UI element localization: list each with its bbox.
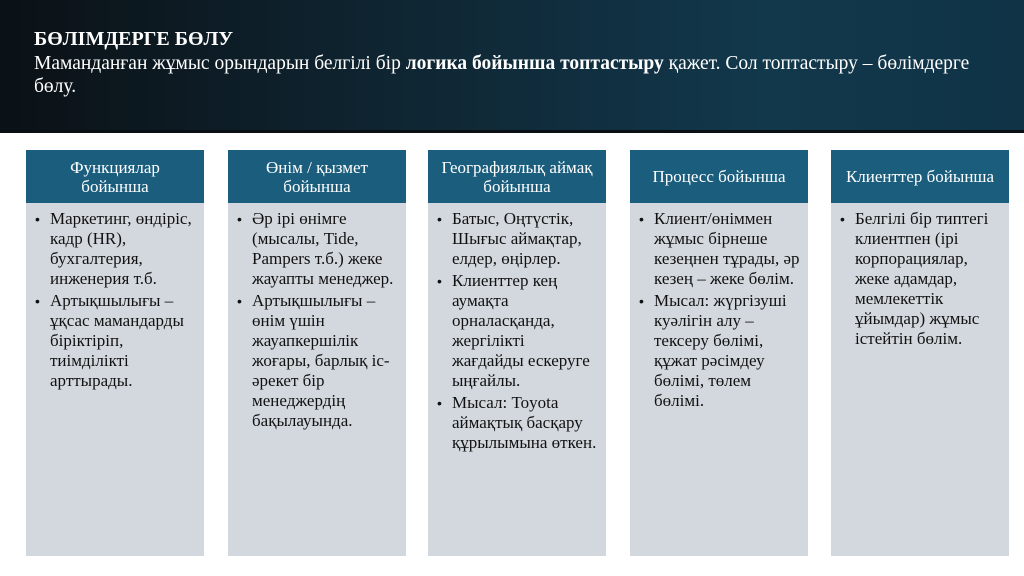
column-heading: Өнім / қызмет бойынша bbox=[228, 150, 406, 203]
category-column bbox=[228, 150, 406, 556]
banner-divider bbox=[0, 130, 1024, 133]
bullet-item: • Белгілі бір типтегі клиентпен (ірі корпорациялар, жеке адамдар, мемлекеттік ұйымдар) жұмыс істейтін бөлім. bbox=[855, 209, 1003, 349]
bullet-item: • Батыс, Оңтүстік, Шығыс аймақтар, елдер, өңірлер. bbox=[452, 209, 600, 269]
category-column bbox=[630, 150, 808, 556]
slide-subtitle bbox=[34, 52, 994, 98]
subtitle-text-end: қажет. Сол топтастыру – бөлімдерге бөлу. bbox=[34, 53, 970, 97]
bullet-item: • Артықшылығы – ұқсас мамандарды біріктіріп, тиімділікті арттырады. bbox=[50, 291, 198, 391]
bullet-item: • Артықшылығы – өнім үшін жауапкершілік жоғары, барлық іс-әрекет бір менеджердің бақылауында. bbox=[252, 291, 400, 431]
bullet-list bbox=[428, 203, 606, 453]
slide-title: БӨЛІМДЕРГЕ БӨЛУ bbox=[34, 28, 234, 50]
column-heading: Клиенттер бойынша bbox=[831, 150, 1009, 203]
column-heading: Географиялық аймақ бойынша bbox=[428, 150, 606, 203]
bullet-item: • Клиент/өніммен жұмыс бірнеше кезеңнен тұрады, әр кезең – жеке бөлім. bbox=[654, 209, 802, 289]
category-column bbox=[831, 150, 1009, 556]
bullet-list bbox=[26, 203, 204, 391]
bullet-item: • Маркетинг, өндіріс, кадр (HR), бухгалтерия, инженерия т.б. bbox=[50, 209, 198, 289]
bullet-item: • Әр ірі өнімге (мысалы, Tide, Pampers т.б.) жеке жауапты менеджер. bbox=[252, 209, 400, 289]
column-heading: Функциялар бойынша bbox=[26, 150, 204, 203]
bullet-list bbox=[831, 203, 1009, 349]
bullet-item: • Мысал: жүргізуші куәлігін алу – тексеру бөлімі, құжат рәсімдеу бөлімі, төлем бөлімі. bbox=[654, 291, 802, 411]
category-column bbox=[428, 150, 606, 556]
bullet-item: • Клиенттер кең аумақта орналасқанда, жергілікті жағдайды ескеруге ыңғайлы. bbox=[452, 271, 600, 391]
subtitle-text: Маманданған жұмыс орындарын белгілі бір bbox=[34, 53, 406, 74]
bullet-list bbox=[228, 203, 406, 431]
category-column bbox=[26, 150, 204, 556]
subtitle-bold-text: логика бойынша топтастыру bbox=[405, 53, 664, 74]
bullet-item: • Мысал: Toyota аймақтық басқару құрылымына өткен. bbox=[452, 393, 600, 453]
column-heading: Процесс бойынша bbox=[630, 150, 808, 203]
bullet-list bbox=[630, 203, 808, 411]
